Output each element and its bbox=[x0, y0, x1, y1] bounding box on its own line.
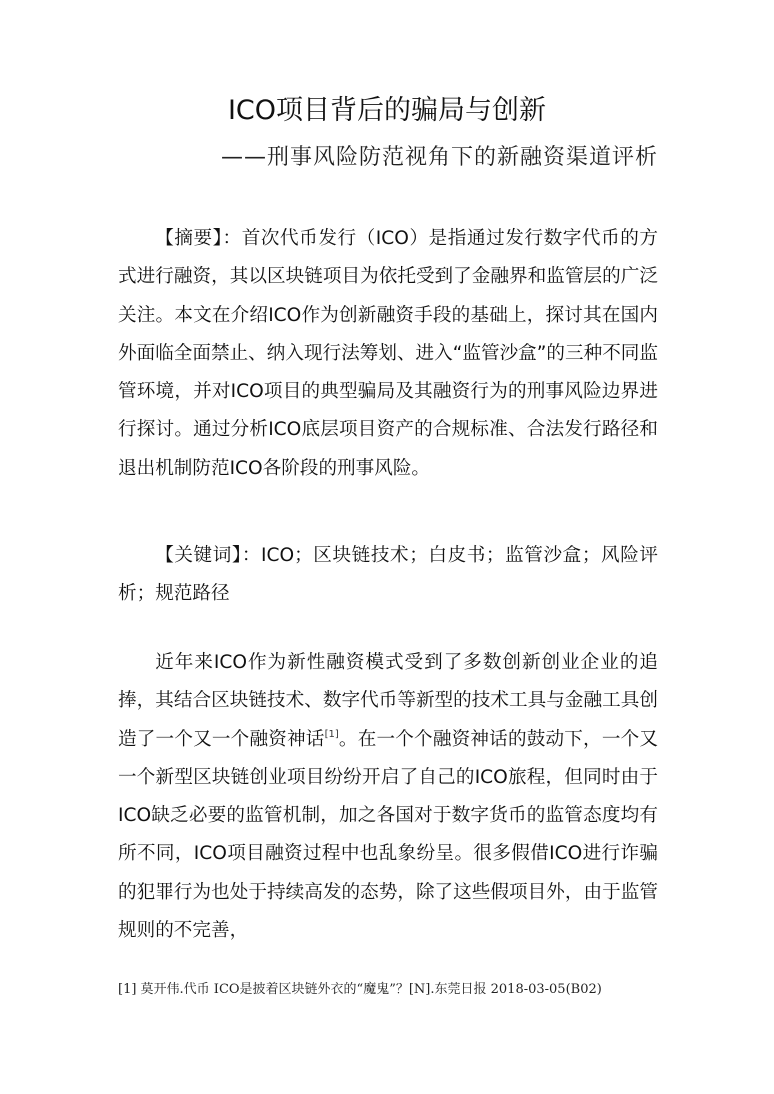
footnote-reference: [1] bbox=[324, 728, 339, 740]
body-paragraph bbox=[118, 644, 658, 950]
body-text-part1: 近年来ICO作为新性融资模式受到了多数创新创业企业的追捧，其结合区块链技术、数字代币等新型的技术工具与金融工具创造了一个又一个融资神话 bbox=[118, 652, 658, 750]
keywords-text: ：ICO；区块链技术；白皮书；监管沙盒；风险评析；规范路径 bbox=[118, 545, 658, 605]
paper-subtitle: ——刑事风险防范视角下的新融资渠道评析 bbox=[220, 145, 658, 170]
paper-title: ICO项目背后的骗局与创新 bbox=[227, 95, 547, 126]
footnote: [1] 莫开伟.代币 ICO是披着区块链外衣的“魔鬼”？[N].东莞日报 2018-03-05(B02) bbox=[118, 982, 602, 997]
abstract-text: ：首次代币发行（ICO）是指通过发行数字代币的方式进行融资，其以区块链项目为依托受到了金融界和监管层的广泛关注。本文在介绍ICO作为创新融资手段的基础上，探讨其在国内外面临全面禁止、纳入现行法筹划、进入“监管沙盒”的三种不同监管环境，并对ICO项目的典型骗局及其融资行为的刑事风险边界进行探讨。通过分析ICO底层项目资产的合规标准、合法发行路径和退出机制防范ICO各阶段的刑事风险。 bbox=[118, 228, 658, 479]
body-text-part2: 。在一个个融资神话的鼓动下，一个又一个新型区块链创业项目纷纷开启了自己的ICO旅程，但同时由于ICO缺乏必要的监管机制，加之各国对于数字货币的监管态度均有所不同，ICO项目融资过程中也乱象纷呈。很多假借ICO进行诈骗的犯罪行为也处于持续高发的态势，除了这些假项目外，由于监管规则的不完善， bbox=[118, 728, 658, 942]
keywords-paragraph bbox=[118, 537, 658, 614]
keywords-label: 【关键词】 bbox=[155, 545, 242, 566]
abstract-label: 【摘要】 bbox=[155, 228, 223, 249]
abstract-paragraph bbox=[118, 220, 658, 488]
